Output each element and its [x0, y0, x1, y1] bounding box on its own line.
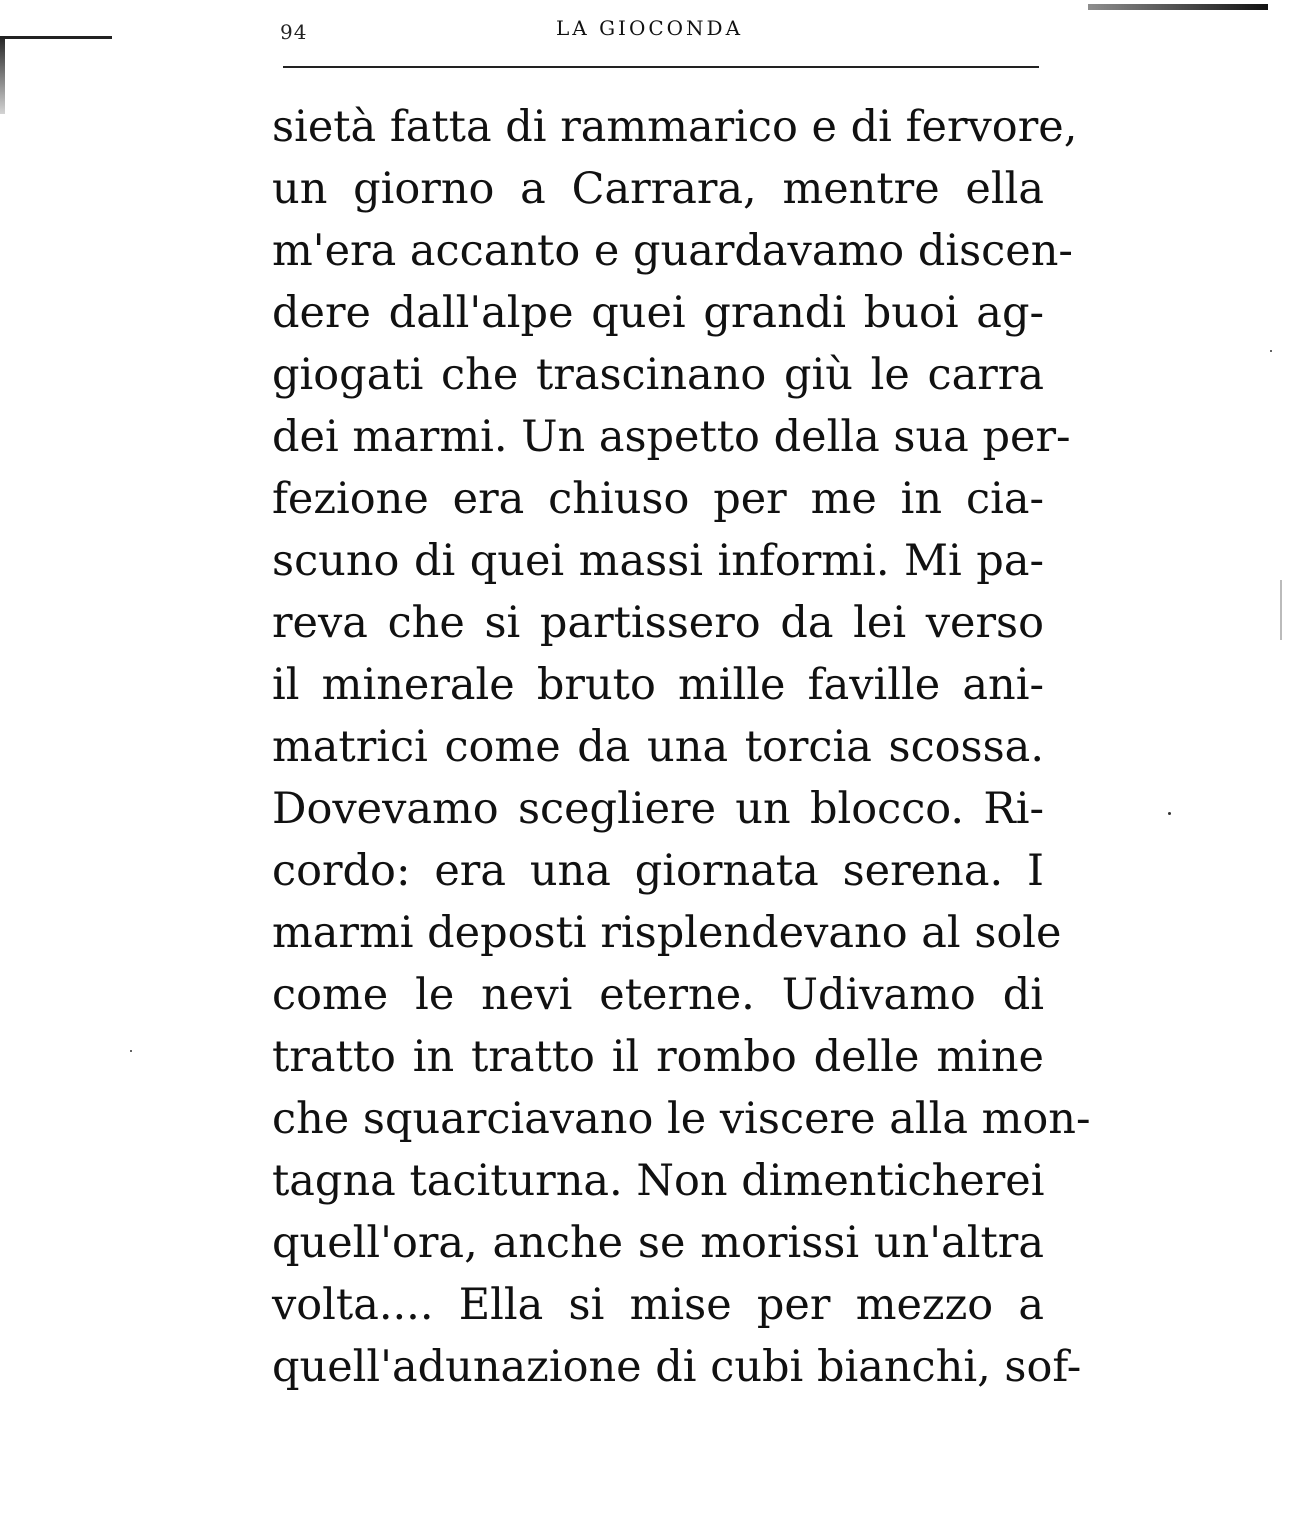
text-line: reva che si partissero da lei verso [272, 598, 1044, 648]
text-line: volta.... Ella si mise per mezzo a [272, 1280, 1044, 1330]
text-line: marmi deposti risplendevano al sole [272, 908, 1062, 958]
scan-edge-artifact [1088, 4, 1268, 10]
header-rule [283, 66, 1039, 68]
scan-speck [1168, 812, 1171, 815]
text-line: che squarciavano le viscere alla mon- [272, 1094, 1091, 1144]
text-line: sietà fatta di rammarico e di fervore, [272, 102, 1078, 152]
text-line: scuno di quei massi informi. Mi pa- [272, 536, 1044, 586]
text-line: tratto in tratto il rombo delle mine [272, 1032, 1044, 1082]
text-line: cordo: era una giornata serena. I [272, 846, 1044, 896]
text-line: m'era accanto e guardavamo discen- [272, 226, 1073, 276]
text-line: matrici come da una torcia scossa. [272, 722, 1044, 772]
text-line: giogati che trascinano giù le carra [272, 350, 1044, 400]
text-line: dei marmi. Un aspetto della sua per- [272, 412, 1071, 462]
scan-speck [1270, 350, 1272, 352]
text-line: tagna taciturna. Non dimenticherei [272, 1156, 1045, 1206]
text-line: Dovevamo scegliere un blocco. Ri- [272, 784, 1044, 834]
scan-edge-artifact [0, 36, 5, 114]
scan-speck [1280, 580, 1282, 640]
text-line: dere dall'alpe quei grandi buoi ag- [272, 288, 1044, 338]
text-line: fezione era chiuso per me in cia- [272, 474, 1044, 524]
page-number: 94 [280, 20, 308, 44]
body-text [272, 96, 1091, 1398]
scan-edge-artifact [0, 36, 112, 39]
text-line: un giorno a Carrara, mentre ella [272, 164, 1044, 214]
text-line: il minerale bruto mille faville ani- [272, 660, 1044, 710]
text-line: quell'adunazione di cubi bianchi, sof- [272, 1342, 1082, 1392]
text-line: quell'ora, anche se morissi un'altra [272, 1218, 1044, 1268]
text-line: come le nevi eterne. Udivamo di [272, 970, 1044, 1020]
scan-speck [130, 1050, 132, 1052]
running-title: LA GIOCONDA [556, 16, 744, 40]
